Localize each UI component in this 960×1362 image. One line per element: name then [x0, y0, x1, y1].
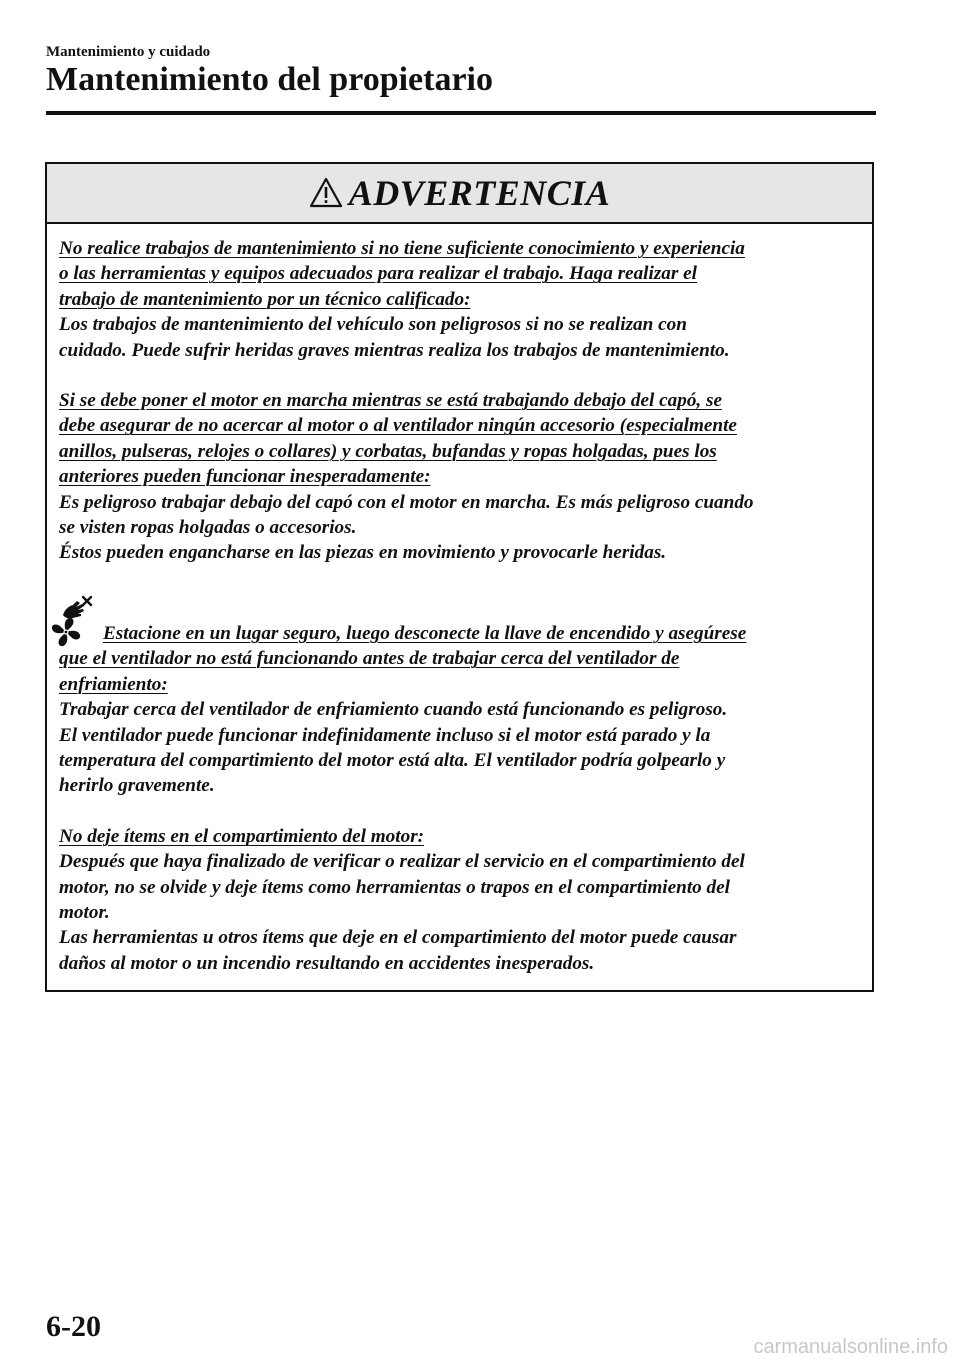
warning-heading-line: que el ventilador no está funcionando antes de trabajar cerca del ventilador de — [59, 648, 680, 670]
watermark: carmanualsonline.info — [753, 1336, 948, 1358]
warning-heading-text: Estacione en un lugar seguro, luego desconecte la llave de encendido y asegúrese — [103, 622, 747, 644]
warning-heading-line: trabajo de mantenimiento por un técnico calificado: — [59, 288, 471, 310]
warning-block-cooling-fan — [59, 591, 864, 799]
warning-box — [45, 162, 874, 992]
section-label: Mantenimiento y cuidado — [46, 44, 211, 60]
warning-body-line: Es peligroso trabajar debajo del capó con el motor en marcha. Es más peligroso cuando — [59, 491, 754, 513]
warning-heading-line: debe asegurar de no acercar al motor o al ventilador ningún accesorio (especialmente — [59, 415, 737, 437]
warning-heading-line — [59, 621, 864, 646]
warning-body — [47, 224, 872, 976]
warning-body-line: Después que haya finalizado de verificar o realizar el servicio en el compartimiento del — [59, 851, 745, 873]
warning-body-line: cuidado. Puede sufrir heridas graves mientras realiza los trabajos de mantenimiento. — [59, 339, 730, 361]
page-number: 6-20 — [46, 1310, 101, 1343]
title-rule — [46, 111, 876, 115]
warning-body-line: Los trabajos de mantenimiento del vehículo son peligrosos si no se realizan con — [59, 314, 687, 336]
warning-block-engine-running — [59, 388, 864, 566]
fan-icon — [51, 617, 81, 647]
warning-body-line: daños al motor o un incendio resultando en accidentes inesperados. — [59, 952, 595, 974]
warning-body-line: El ventilador puede funcionar indefinidamente incluso si el motor está parado y la — [59, 724, 711, 746]
warning-heading-line: No deje ítems en el compartimiento del motor: — [59, 825, 425, 847]
warning-heading-line: o las herramientas y equipos adecuados para realizar el trabajo. Haga realizar el — [59, 263, 698, 285]
fan-icon-group — [59, 591, 864, 621]
warning-body-line: Las herramientas u otros ítems que deje en el compartimiento del motor puede causar — [59, 927, 737, 949]
warning-heading-line: Si se debe poner el motor en marcha mientras se está trabajando debajo del capó, se — [59, 390, 723, 412]
warning-header — [47, 164, 872, 224]
warning-heading-line: enfriamiento: — [59, 673, 168, 695]
warning-triangle-icon — [309, 177, 343, 209]
warning-heading-line: anteriores pueden funcionar inesperadamente: — [59, 466, 431, 488]
warning-body-line: herirlo gravemente. — [59, 775, 215, 797]
warning-body-line: se visten ropas holgadas o accesorios. — [59, 517, 357, 539]
warning-body-line: temperatura del compartimiento del motor está alta. El ventilador podría golpearlo y — [59, 749, 726, 771]
warning-body-line: Éstos pueden engancharse en las piezas en movimiento y provocarle heridas. — [59, 542, 667, 564]
warning-title: ADVERTENCIA — [348, 173, 611, 213]
warning-body-line: Trabajar cerca del ventilador de enfriamiento cuando está funcionando es peligroso. — [59, 699, 728, 721]
warning-block-qualified-technician — [59, 236, 864, 363]
warning-body-line: motor. — [59, 901, 110, 923]
warning-heading-line: No realice trabajos de mantenimiento si no tiene suficiente conocimiento y experiencia — [59, 238, 745, 259]
warning-heading-line: anillos, pulseras, relojes o collares) y corbatas, bufandas y ropas holgadas, pues los — [59, 440, 717, 462]
warning-block-engine-compartment-items — [59, 824, 864, 976]
page-title: Mantenimiento del propietario — [46, 61, 493, 98]
warning-body-line: motor, no se olvide y deje ítems como herramientas o trapos en el compartimiento del — [59, 876, 730, 898]
